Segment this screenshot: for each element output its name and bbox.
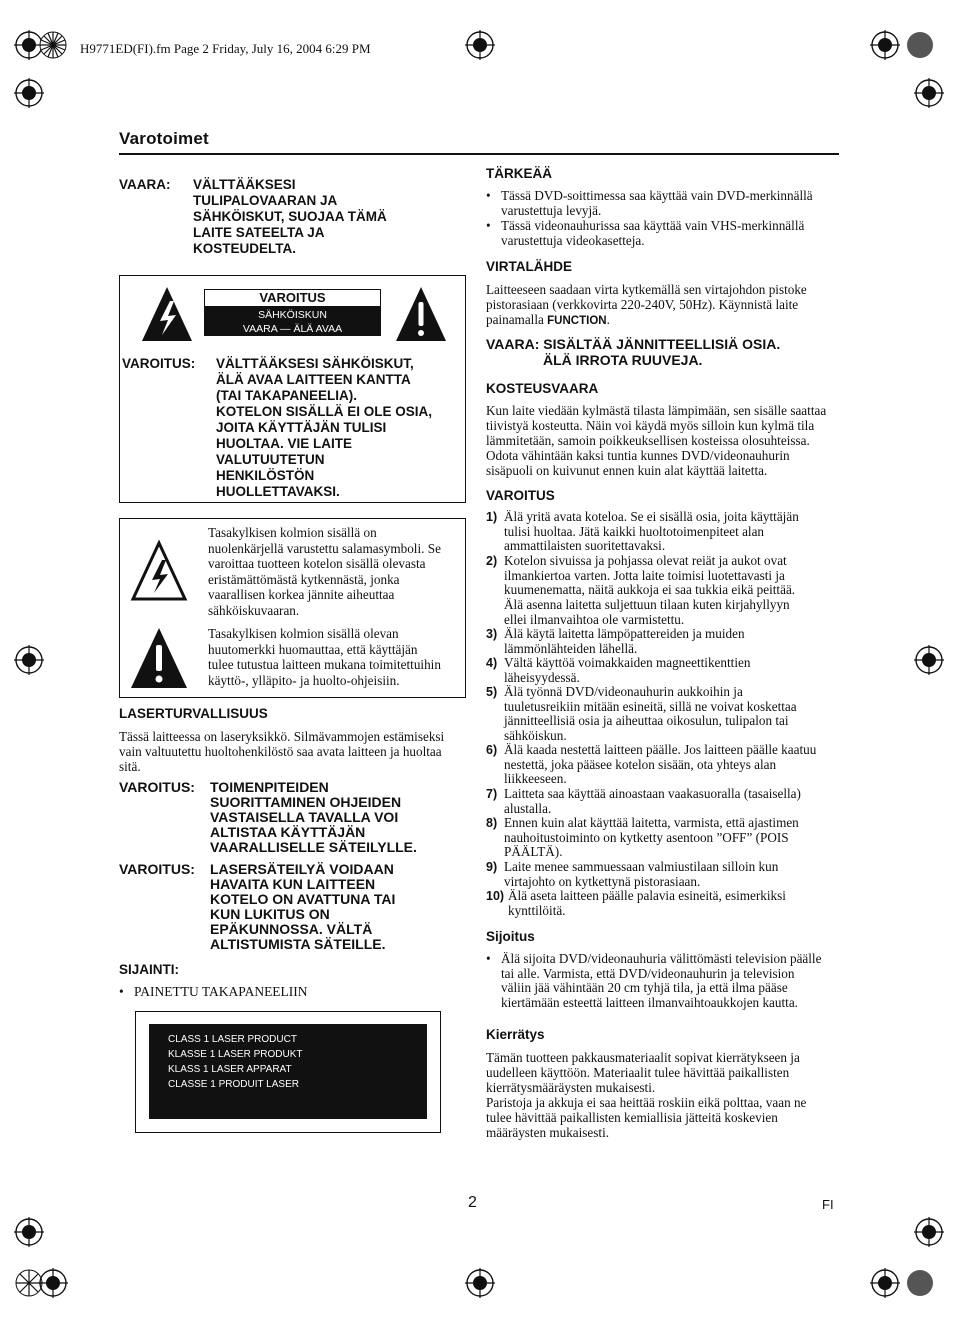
kierratys-line: määräysten mukaisesti. [486, 1125, 610, 1140]
virta-line: Laitteeseen saadaan virta kytkemällä sen virtajohdon pistoke [486, 282, 807, 297]
explanation-line: huutomerkki huomauttaa, että käyttäjän [208, 641, 418, 657]
registration-mark-icon [870, 30, 900, 60]
explanation-line: eristämättömästä kytkennästä, jonka [208, 571, 400, 587]
explanation-line: käyttö-, ylläpito- ja huolto-ohjeisiin. [208, 672, 400, 688]
virtalahde-heading: VIRTALÄHDE [486, 259, 572, 274]
laser-heading: LASERTURVALLISUUS [119, 706, 268, 721]
caution-bar-line: SÄHKÖISKUN [258, 309, 327, 321]
caution-line: VÄLTTÄÄKSESI SÄHKÖISKUT, [216, 356, 414, 371]
item-line: Älä työnnä DVD/videonauhurin aukkoihin ja [504, 684, 743, 699]
caution-bar-title: VAROITUS [204, 289, 381, 307]
laser-label-line: CLASSE 1 PRODUIT LASER [168, 1079, 299, 1090]
bullet-line: Tässä DVD-soittimessa saa käyttää vain DVD-merkinnällä [501, 188, 813, 203]
explanation-line: sähköiskuvaaran. [208, 602, 300, 618]
bullet-line: varustettuja videokasetteja. [501, 232, 645, 248]
warning-1-label: VAROITUS: [119, 779, 195, 795]
warning-1-text [210, 780, 460, 855]
bullet-line: varustettuja levyjä. [501, 202, 602, 218]
item-text [504, 743, 846, 787]
virtalahde-text [486, 282, 846, 329]
kosteus-line: Odota vähintään kaksi tuntia kunnes DVD/videonauhurin [486, 448, 790, 463]
vaara-line: KOSTEUDELTA. [193, 241, 296, 256]
item-line: Älä aseta laitteen päälle palavia esineitä, esimerkiksi [508, 888, 786, 903]
registration-mark-icon [870, 1268, 900, 1298]
laser-label-line: KLASSE 1 LASER PRODUKT [168, 1049, 303, 1060]
list-item [486, 816, 846, 860]
item-text [504, 860, 846, 889]
item-number: 10) [486, 889, 505, 903]
registration-mark-icon [914, 645, 944, 675]
vaara-jannite [486, 336, 780, 368]
warning-line: HAVAITA KUN LAITTEEN [210, 876, 376, 892]
item-line: alustalla. [504, 800, 552, 816]
explanation-line: tulee tutustua laitteen mukana toimitettuihin [208, 657, 441, 673]
item-line: Laite menee sammuessaan valmiustilaan silloin kun [504, 859, 779, 874]
registration-mark-icon [914, 1217, 944, 1247]
gray-swatch-mark-icon [905, 1268, 935, 1298]
item-number: 2) [486, 554, 498, 568]
list-item [486, 787, 846, 816]
kosteus-line: lämmitetään, samoin poikkeuksellisen kosteissa olosuhteissa. [486, 433, 810, 448]
caution-bar [204, 289, 381, 336]
caution-line: ÄLÄ AVAA LAITTEEN KANTTA [216, 372, 411, 387]
virta-line: pistorasiaan (verkkovirta 220-240V, 50Hz). Käynnistä laite [486, 297, 799, 312]
caution-line: (TAI TAKAPANEELIA). [216, 388, 357, 403]
kierratys-line: uudelleen käyttöön. Materiaalit tulee hävittää paikallisten [486, 1065, 790, 1080]
item-number: 1) [486, 510, 498, 524]
exclamation-explanation [208, 626, 463, 688]
kosteus-line: sisäpuoli on kuivunut ennen kuin alat käyttää laitetta. [486, 463, 768, 478]
kierratys-line: Tämän tuotteen pakkausmateriaalit sopivat kierrätykseen ja [486, 1050, 800, 1065]
item-number: 4) [486, 656, 498, 670]
item-number: 7) [486, 787, 498, 801]
vaara-line: VÄLTTÄÄKSESI [193, 177, 296, 192]
print-slug: H9771ED(FI).fm Page 2 Friday, July 16, 2004 6:29 PM [80, 41, 371, 56]
caution-varoitus-text [216, 356, 466, 500]
item-text [504, 816, 846, 860]
language-code: FI [822, 1197, 834, 1212]
vaara-line: SÄHKÖISKUT, SUOJAA TÄMÄ [193, 209, 387, 224]
item-number: 9) [486, 860, 498, 874]
kierratys-line: tulee hävittää paikallisten kemiallisia jätteitä koskevien [486, 1110, 778, 1125]
item-line: ammattilaisten suoritettavaksi. [504, 538, 666, 554]
item-number: 5) [486, 685, 498, 699]
vaara-label: VAARA: [119, 177, 171, 192]
item-line: PÄÄLTÄ). [504, 844, 563, 860]
item-line: jännitteellisiä osia ja aiheuttaa oikosulun, tulipalon tai [504, 713, 789, 729]
item-line: tuuletusreikiin mitään esineitä, sillä ne voivat koskettaa [504, 698, 797, 714]
kosteus-line: Kun laite viedään kylmästä tilasta lämpimään, sen sisälle saattaa [486, 403, 827, 418]
item-line: Vältä käyttöä voimakkaiden magneettikenttien [504, 655, 751, 670]
item-text [504, 685, 846, 744]
bullet-text [501, 219, 846, 248]
tarkeaa-bullet-1 [486, 189, 846, 218]
warning-line: EPÄKUNNOSSA. VÄLTÄ [210, 921, 373, 937]
caution-line: JOITA KÄYTTÄJÄN TULISI [216, 420, 387, 435]
kierratys-line: Paristoja ja akkuja ei saa heittää roskiin eikä polttaa, vaan ne [486, 1095, 807, 1110]
page-title: Varotoimet [119, 129, 209, 148]
registration-mark-icon [14, 645, 44, 675]
list-item [486, 627, 846, 656]
laser-label-line: KLASS 1 LASER APPARAT [168, 1064, 292, 1075]
item-line: nestettä, joka pääsee kotelon sisään, ota yhteys alan [504, 756, 777, 772]
kierratys-heading: Kierrätys [486, 1027, 545, 1042]
warning-line: LASERSÄTEILYÄ VOIDAAN [210, 861, 394, 877]
item-line: läheisyydessä. [504, 669, 580, 685]
list-item [486, 685, 846, 744]
item-line: liikkeeseen. [504, 771, 567, 787]
registration-mark-icon [465, 30, 495, 60]
item-line: ilmankiertoa varten. Jotta laite toimisi luotettavasti ja [504, 567, 785, 583]
caution-line: VALUTUUTETUN [216, 452, 325, 467]
item-line: nauhoitustoiminto on kytketty asentoon ”OFF” (POIS [504, 829, 789, 845]
item-number: 3) [486, 627, 498, 641]
laser-class-label [149, 1024, 427, 1119]
sijoitus-bullet [486, 952, 846, 1011]
warning-2-label: VAROITUS: [119, 861, 195, 877]
registration-mark-icon [465, 1268, 495, 1298]
laser-line: vain valtuutettu huoltohenkilöstö saa avata laitteen ja huoltaa [119, 744, 442, 759]
kosteus-line: tiivistyä kosteutta. Näin voi käydä myös silloin kun kylmä tila [486, 418, 815, 433]
virta-line-suffix: . [606, 312, 610, 327]
sijainti-heading: SIJAINTI: [119, 962, 180, 977]
item-line: sähköiskun. [504, 728, 567, 744]
caution-line: KOTELON SISÄLLÄ EI OLE OSIA, [216, 404, 433, 419]
bullet-line: Älä sijoita DVD/videonauhuria välittömästi television päälle [501, 951, 822, 966]
kierratys-line: kierrätysmääräysten mukaisesti. [486, 1080, 656, 1095]
caution-line: HENKILÖSTÖN [216, 468, 315, 483]
explanation-line: Tasakylkisen kolmion sisällä on [208, 525, 377, 540]
warning-line: ALTISTUMISTA SÄTEILLE. [210, 936, 386, 952]
kosteusvaara-text [486, 403, 846, 478]
item-text [504, 554, 846, 628]
laser-text [119, 729, 464, 774]
title-rule [119, 153, 839, 155]
item-line: Älä kaada nestettä laitteen päälle. Jos laitteen päälle kaatuu [504, 742, 817, 757]
item-text [504, 510, 846, 554]
registration-mark-icon [914, 78, 944, 108]
exclamation-triangle-icon [128, 625, 190, 691]
exclamation-triangle-icon [394, 285, 448, 343]
explanation-line: varoittaa tuotteen kotelon sisällä olevasta [208, 556, 426, 572]
item-line: Kotelon sivuissa ja pohjassa olevat reiät ja aukot ovat [504, 553, 787, 568]
bullet-icon: • [119, 984, 124, 999]
explanation-line: nuolenkärjellä varustettu salamasymboli. Se [208, 540, 441, 556]
warning-line: ALTISTAA KÄYTTÄJÄN [210, 824, 366, 840]
vaara-line: LAITE SATEELTA JA [193, 225, 325, 240]
tarkeaa-heading: TÄRKEÄÄ [486, 166, 552, 181]
item-line: ellei ilmanvaihtoa ole varmistettu. [504, 611, 685, 627]
bullet-line: Tässä videonauhurissa saa käyttää vain VHS-merkinnällä [501, 218, 805, 233]
warning-line: KUN LUKITUS ON [210, 906, 330, 922]
item-line: lämmönlähteiden lähellä. [504, 640, 638, 656]
list-item [486, 860, 846, 889]
warning-2-text [210, 862, 460, 952]
laser-line: sitä. [119, 759, 141, 774]
item-number: 8) [486, 816, 498, 830]
list-item [486, 743, 846, 787]
warning-line: TOIMENPITEIDEN [210, 779, 329, 795]
list-item [486, 889, 846, 918]
registration-mark-icon [14, 1217, 44, 1247]
item-line: Älä yritä avata koteloa. Se ei sisällä osia, joita käyttäjän [504, 509, 799, 524]
explanation-line: vaarallisen korkea jännite aiheuttaa [208, 587, 395, 603]
laser-label-line: CLASS 1 LASER PRODUCT [168, 1034, 297, 1045]
item-line: virtajohto on kytkettynä pistorasiaan. [504, 873, 701, 889]
bullet-icon: • [486, 951, 491, 966]
lightning-triangle-icon [130, 540, 188, 602]
bullet-text [501, 189, 846, 218]
registration-mark-icon [14, 78, 44, 108]
caution-bar-line: VAARA — ÄLÄ AVAA [242, 323, 343, 335]
warning-line: KOTELO ON AVATTUNA TAI [210, 891, 396, 907]
tarkeaa-bullet-2 [486, 219, 846, 248]
list-item [486, 510, 846, 554]
item-line: kynttilöitä. [508, 902, 566, 918]
sijainti-bullet [119, 985, 419, 1000]
warning-line: VASTAISELLA TAVALLA VOI [210, 809, 399, 825]
page-number: 2 [468, 1194, 477, 1211]
warning-line: VAARALLISELLE SÄTEILYLLE. [210, 839, 417, 855]
warning-line: SUORITTAMINEN OHJEIDEN [210, 794, 402, 810]
varoitus-heading: VAROITUS [486, 488, 555, 503]
item-line: Laitteta saa käyttää ainoastaan vaakasuoralla (tasaisella) [504, 786, 801, 801]
bullet-line: kiertämään esteettä laitteen ilmanvaihtoaukkojen kautta. [501, 995, 798, 1011]
explanation-line: Tasakylkisen kolmion sisällä olevan [208, 626, 399, 641]
bullet-icon: • [486, 218, 491, 233]
item-text [504, 656, 846, 685]
item-line: Ennen kuin alat käyttää laitetta, varmista, että ajastimen [504, 815, 799, 830]
item-line: kuumenematta, näitä aukkoja ei saa tukkia eikä peittää. [504, 582, 796, 598]
vaara-jannite-line: VAARA: SISÄLTÄÄ JÄNNITTEELLISIÄ OSIA. [486, 336, 781, 352]
item-number: 6) [486, 743, 498, 757]
list-item [486, 554, 846, 628]
sijoitus-heading: Sijoitus [486, 929, 535, 944]
vaara-line: TULIPALOVAARAN JA [193, 193, 338, 208]
virta-line [486, 312, 846, 329]
virta-line-prefix: painamalla [486, 312, 548, 327]
caution-varoitus-label: VAROITUS: [122, 356, 196, 371]
bullet-line: tai alle. Varmista, että DVD/videonauhurin ja television [501, 965, 795, 981]
registration-mark-icon [38, 1268, 68, 1298]
kierratys-text [486, 1050, 846, 1140]
laser-line: Tässä laitteessa on laseryksikkö. Silmävammojen estämiseksi [119, 729, 445, 744]
vaara-text [193, 177, 463, 257]
kosteusvaara-heading: KOSTEUSVAARA [486, 381, 599, 396]
sijainti-text: PAINETTU TAKAPANEELIIN [134, 984, 308, 999]
bullet-text [501, 952, 846, 1011]
item-text [504, 787, 846, 816]
starburst-mark-icon [38, 30, 68, 60]
lightning-explanation [208, 525, 463, 619]
function-key-label: FUNCTION [547, 315, 607, 327]
lightning-triangle-icon [140, 285, 194, 343]
gray-swatch-mark-icon [905, 30, 935, 60]
caution-line: HUOLTAA. VIE LAITE [216, 436, 352, 451]
item-line: tulisi huoltaa. Jätä kaikki huoltotoimenpiteet alan [504, 523, 765, 539]
list-item [486, 656, 846, 685]
item-text [508, 889, 846, 918]
bullet-line: väliin jää vähintään 20 cm tyhjä tila, ja että ilma pääse [501, 980, 788, 996]
item-text [504, 627, 846, 656]
bullet-icon: • [486, 188, 491, 203]
vaara-jannite-line: ÄLÄ IRROTA RUUVEJA. [543, 352, 703, 368]
item-line: Älä käytä laitetta lämpöpattereiden ja muiden [504, 626, 745, 641]
item-line: Älä asenna laitetta suljettuun tilaan kuten kirjahyllyyn [504, 597, 790, 613]
caution-line: HUOLLETTAVAKSI. [216, 484, 340, 499]
